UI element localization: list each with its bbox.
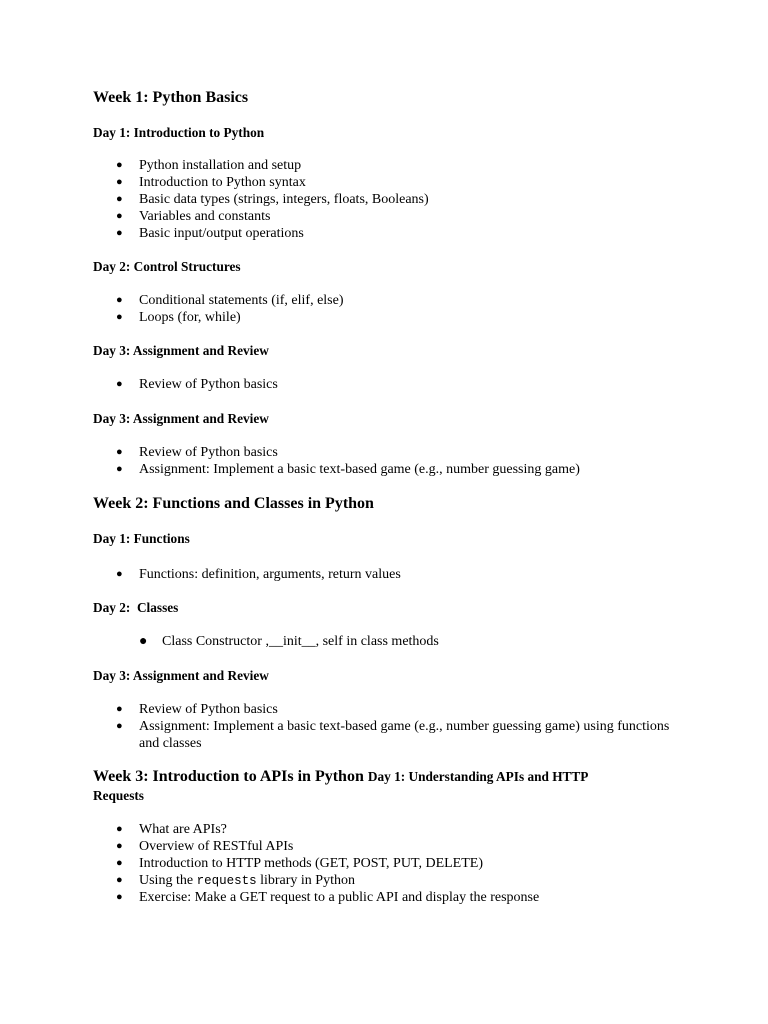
week1-day1-list	[0, 157, 768, 242]
list-item: ● Overview of RESTful APIs	[116, 839, 294, 854]
week1-day2-list	[0, 292, 768, 326]
list-item: ● Review of Python basics	[116, 702, 278, 717]
bullet-icon: ●	[116, 193, 123, 205]
list-item: ● Functions: definition, arguments, return values	[116, 567, 401, 582]
week1-day2-heading: Day 2: Control Structures	[93, 259, 241, 274]
week1-day3-repeat-heading: Day 3: Assignment and Review	[93, 411, 269, 426]
week1-day3-repeat-list	[0, 444, 768, 478]
list-item: ● Basic data types (strings, integers, floats, Booleans)	[116, 192, 429, 207]
week2-day3-heading: Day 3: Assignment and Review	[93, 668, 269, 683]
bullet-icon: ●	[116, 311, 123, 323]
list-item: ● Python installation and setup	[116, 158, 302, 173]
week2-day1-heading: Day 1: Functions	[93, 531, 190, 546]
list-item: ● Class Constructor ,__init__, self in class methods	[139, 634, 439, 649]
bullet-icon: ●	[116, 857, 123, 869]
list-item: ● Using the requests library in Python	[116, 873, 355, 888]
week3-day1-list	[0, 821, 768, 906]
list-item: ● Assignment: Implement a basic text-based game (e.g., number guessing game) using functions and classes	[116, 719, 670, 751]
bullet-icon: ●	[116, 378, 123, 390]
bullet-icon: ●	[116, 463, 123, 475]
bullet-icon: ●	[116, 159, 123, 171]
bullet-icon: ●	[116, 840, 123, 852]
list-item: ● Loops (for, while)	[116, 310, 241, 325]
week3-day1-heading-continued: Requests	[93, 788, 144, 803]
bullet-icon: ●	[116, 874, 123, 886]
week2-day2-heading: Day 2: Classes	[93, 600, 179, 615]
list-item: ● Introduction to HTTP methods (GET, POST, PUT, DELETE)	[116, 856, 483, 871]
week1-day1-heading: Day 1: Introduction to Python	[93, 125, 265, 140]
list-item: ● Conditional statements (if, elif, else)	[116, 293, 344, 308]
week2-day3-list	[0, 701, 768, 752]
week1-day3-list	[0, 376, 768, 393]
bullet-icon: ●	[116, 176, 123, 188]
bullet-icon: ●	[116, 823, 123, 835]
bullet-icon: ●	[116, 720, 123, 732]
list-item: ● Assignment: Implement a basic text-based game (e.g., number guessing game)	[116, 462, 580, 477]
bullet-icon: ●	[116, 891, 123, 903]
list-item: ● Basic input/output operations	[116, 226, 304, 241]
bullet-icon: ●	[116, 210, 123, 222]
week2-day1-list	[0, 566, 768, 583]
week3-day1-heading: Day 1: Understanding APIs and HTTP	[367, 769, 589, 784]
requests-code: requests	[196, 874, 257, 888]
list-item: ● Review of Python basics	[116, 445, 278, 460]
list-item: ● Variables and constants	[116, 209, 271, 224]
bullet-icon: ●	[116, 446, 123, 458]
bullet-icon: ●	[116, 227, 123, 239]
bullet-icon: ●	[139, 634, 148, 649]
list-item: ● Review of Python basics	[116, 377, 278, 392]
bullet-icon: ●	[116, 568, 123, 580]
list-item: ● Introduction to Python syntax	[116, 175, 306, 190]
bullet-icon: ●	[116, 294, 123, 306]
week2-day2-list	[0, 633, 768, 650]
week3-heading	[93, 768, 588, 786]
bullet-icon: ●	[116, 703, 123, 715]
week1-day3-heading: Day 3: Assignment and Review	[93, 343, 269, 358]
week3-title: Week 3: Introduction to APIs in Python	[93, 768, 364, 785]
list-item: ● What are APIs?	[116, 822, 227, 837]
week1-heading: Week 1: Python Basics	[93, 89, 249, 106]
list-item: ● Exercise: Make a GET request to a public API and display the response	[116, 890, 540, 905]
week2-heading: Week 2: Functions and Classes in Python	[93, 495, 374, 512]
